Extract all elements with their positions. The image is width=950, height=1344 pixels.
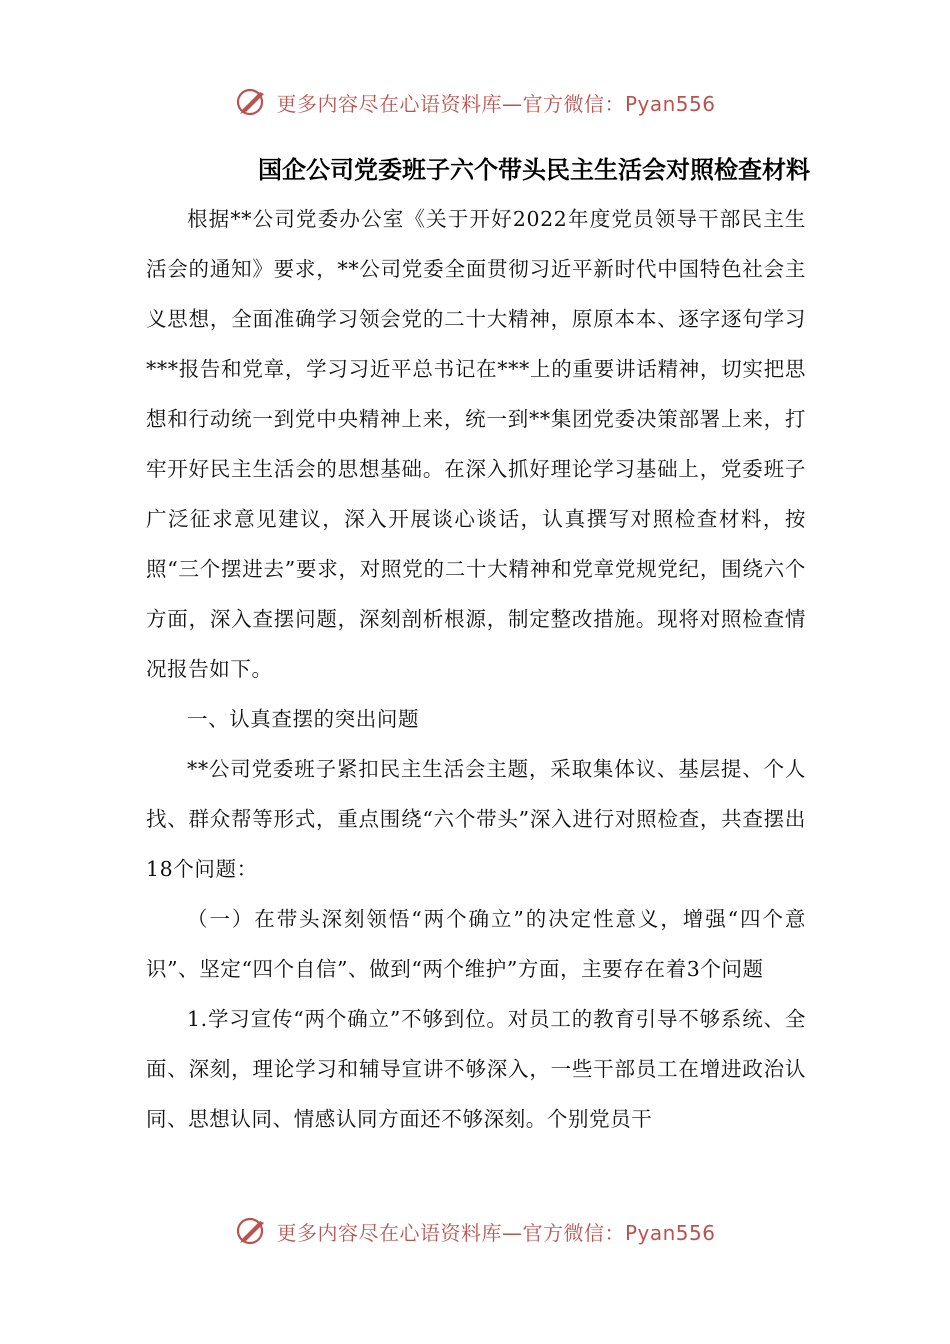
watermark-header [0,82,950,122]
pen-logo-icon [234,84,270,120]
summary-paragraph: **公司党委班子紧扣民主生活会主题，采取集体议、基层提、个人找、群众帮等形式，重点围绕“六个带头”深入进行对照检查，共查摆出18个问题： [146,757,806,881]
item-paragraph: 1.学习宣传“两个确立”不够到位。对员工的教育引导不够系统、全面、深刻，理论学习和辅导宣讲不够深入，一些干部员工在增进政治认同、思想认同、情感认同方面还不够深刻。个别党员干 [146,1007,806,1131]
section-heading: 一、认真查摆的突出问题 [187,707,420,731]
watermark-text: 更多内容尽在心语资料库—官方微信：Pyan556 [276,1220,716,1245]
document-title: 国企公司党委班子六个带头民主生活会对照检查材料 [258,156,810,184]
pen-logo-icon [234,1213,270,1249]
document-body [146,194,806,1144]
intro-paragraph: 根据**公司党委办公室《关于开好2022年度党员领导干部民主生活会的通知》要求，**公司党委全面贯彻习近平新时代中国特色社会主义思想，全面准确学习领会党的二十大精神，原原本本、逐字逐句学习***报告和党章，学习习近平总书记在***上的重要讲话精神，切实把思想和行动统一到党中央精神上来，统一到**集团党委决策部署上来，打牢开好民主生活会的思想基础。在深入抓好理论学习基础上，党委班子广泛征求意见建议，深入开展谈心谈话，认真撰写对照检查材料，按照“三个摆进去”要求，对照党的二十大精神和党章党规党纪，围绕六个方面，深入查摆问题，深刻剖析根源，制定整改措施。现将对照检查情况报告如下。 [146,207,806,681]
watermark-text: 更多内容尽在心语资料库—官方微信：Pyan556 [276,91,716,116]
subsection-heading: （一）在带头深刻领悟“两个确立”的决定性意义，增强“四个意识”、坚定“四个自信”、做到“两个维护”方面，主要存在着3个问题 [146,907,806,981]
watermark-footer [0,1211,950,1251]
